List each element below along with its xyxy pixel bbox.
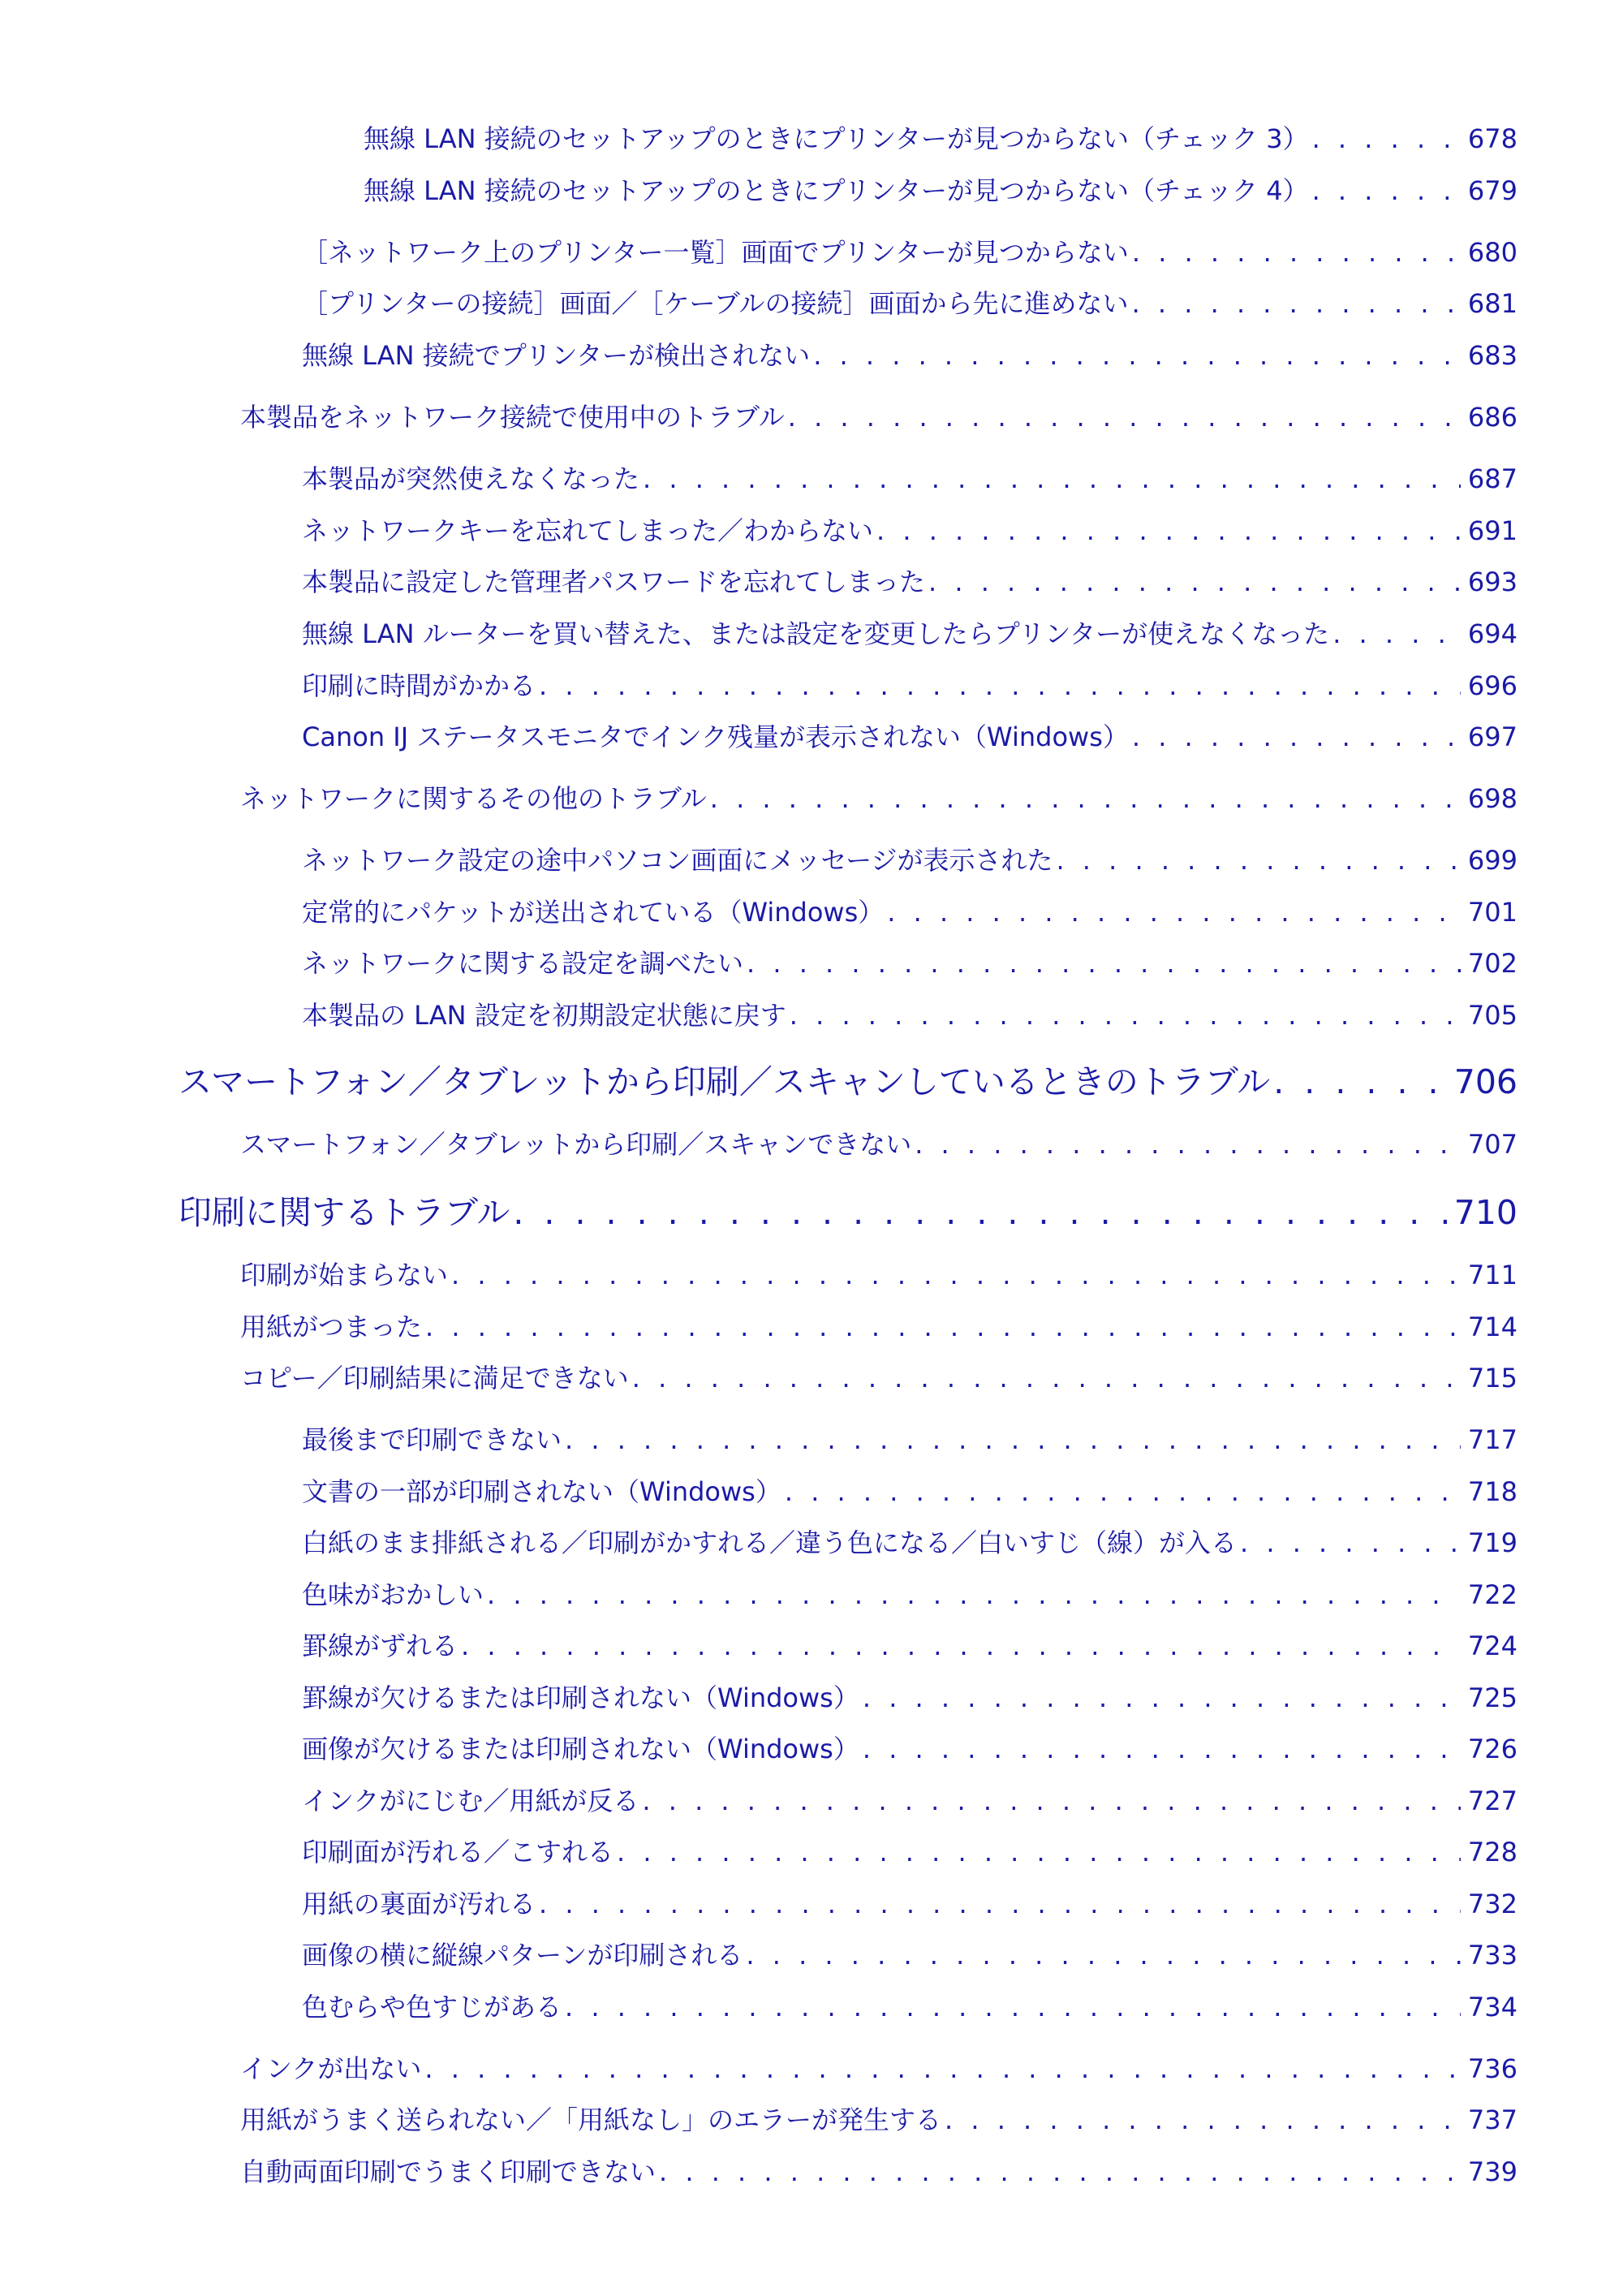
dot-leader xyxy=(1132,722,1461,752)
dot-leader xyxy=(785,1476,1461,1507)
dot-leader xyxy=(863,1734,1461,1764)
toc-entry[interactable] xyxy=(302,666,1518,703)
toc-page-number: 736 xyxy=(1467,2053,1518,2084)
toc-page-number: 686 xyxy=(1467,402,1518,433)
toc-entry-label: 印刷面が汚れる／こすれる xyxy=(302,1837,614,1867)
toc-entry-label: 画像の横に縦線パターンが印刷される xyxy=(302,1940,743,1971)
dot-leader xyxy=(788,402,1461,433)
dot-leader xyxy=(887,897,1461,928)
toc-entry-label: 白紙のまま排紙される／印刷がかすれる／違う色になる／白いすじ（線）が入る xyxy=(302,1527,1238,1558)
dot-leader xyxy=(565,1992,1461,2022)
dot-leader xyxy=(863,1682,1461,1713)
toc-entry-label: 文書の一部が印刷されない（Windows） xyxy=(302,1476,781,1507)
toc-entry-label: 画像が欠けるまたは印刷されない（Windows） xyxy=(302,1734,859,1764)
dot-leader xyxy=(1312,175,1461,206)
toc-entry-label: 最後まで印刷できない xyxy=(302,1424,562,1455)
toc-entry-label: ネットワークキーを忘れてしまった／わからない xyxy=(302,515,874,546)
toc-entry-label: 印刷に時間がかかる xyxy=(302,670,536,701)
toc-entry[interactable] xyxy=(240,2100,1518,2137)
toc-page-number: 724 xyxy=(1467,1630,1518,1661)
toc-entry[interactable] xyxy=(302,995,1518,1032)
toc-page-number: 679 xyxy=(1467,175,1518,206)
toc-page-number: 702 xyxy=(1467,948,1518,979)
toc-entry[interactable] xyxy=(240,2152,1518,2189)
toc-entry-label: 色むらや色すじがある xyxy=(302,1992,562,2022)
toc-page-number: 680 xyxy=(1467,237,1518,268)
toc-entry[interactable] xyxy=(302,1419,1518,1457)
toc-page-number: 727 xyxy=(1467,1786,1518,1816)
toc-entry[interactable] xyxy=(240,1124,1518,1161)
dot-leader xyxy=(928,566,1461,597)
toc-entry[interactable] xyxy=(364,170,1518,208)
dot-leader xyxy=(1240,1527,1461,1558)
toc-entry-label: インクがにじむ／用紙が反る xyxy=(302,1786,639,1816)
toc-entry-label: 無線 LAN ルーターを買い替えた、または設定を変更したらプリンターが使えなくなった xyxy=(302,618,1330,649)
toc-entry-label: インクが出ない xyxy=(240,2053,422,2084)
toc-entry-label: 無線 LAN 接続のセットアップのときにプリンターが見つからない（チェック 4） xyxy=(364,175,1309,206)
toc-page-number: 694 xyxy=(1467,618,1518,649)
toc-entry[interactable] xyxy=(302,510,1518,548)
dot-leader xyxy=(424,2053,1461,2084)
dot-leader xyxy=(1332,618,1461,649)
dot-leader xyxy=(513,1193,1447,1232)
toc-entry-label: 用紙がうまく送られない／「用紙なし」のエラーが発生する xyxy=(240,2104,942,2135)
toc-entry[interactable] xyxy=(302,1781,1518,1818)
toc-page-number: 699 xyxy=(1467,845,1518,876)
toc-page-number: 687 xyxy=(1467,463,1518,494)
toc-entry[interactable] xyxy=(240,1307,1518,1344)
toc-entry[interactable] xyxy=(364,118,1518,156)
toc-page-number: 719 xyxy=(1467,1527,1518,1558)
toc-entry[interactable] xyxy=(302,1626,1518,1663)
toc-page-number: 698 xyxy=(1467,783,1518,814)
toc-entry-label: ネットワークに関するその他のトラブル xyxy=(240,783,707,814)
toc-entry[interactable] xyxy=(302,1729,1518,1766)
toc-entry-label: 本製品に設定した管理者パスワードを忘れてしまった xyxy=(302,566,926,597)
toc-page-number: 739 xyxy=(1467,2156,1518,2187)
toc-page-number: 728 xyxy=(1467,1837,1518,1867)
toc-entry[interactable] xyxy=(240,1358,1518,1395)
toc-entry[interactable] xyxy=(302,1935,1518,1972)
dot-leader xyxy=(642,1786,1461,1816)
toc-entry[interactable] xyxy=(302,232,1518,269)
dot-leader xyxy=(747,948,1461,979)
toc-page-number: 734 xyxy=(1467,1992,1518,2022)
dot-leader xyxy=(915,1129,1461,1160)
toc-page-number: 710 xyxy=(1453,1193,1518,1232)
toc-page-number: 737 xyxy=(1467,2104,1518,2135)
toc-page-number: 696 xyxy=(1467,670,1518,701)
toc-page-number: 683 xyxy=(1467,340,1518,371)
toc-entry[interactable] xyxy=(302,840,1518,877)
toc-page-number: 681 xyxy=(1467,288,1518,319)
toc-entry-label: ［プリンターの接続］画面／［ケーブルの接続］画面から先に進めない xyxy=(302,288,1129,319)
dot-leader xyxy=(539,670,1461,701)
toc-page-number: 697 xyxy=(1467,722,1518,752)
dot-leader xyxy=(461,1630,1461,1661)
toc-entry[interactable] xyxy=(302,717,1518,754)
toc-entry-label: 罫線がずれる xyxy=(302,1630,458,1661)
toc-page-number: 678 xyxy=(1467,123,1518,154)
toc-page-number: 711 xyxy=(1467,1260,1518,1290)
toc-entry[interactable] xyxy=(302,1523,1518,1560)
toc-entry[interactable] xyxy=(302,1987,1518,2024)
toc-page-number: 733 xyxy=(1467,1940,1518,1971)
dot-leader xyxy=(617,1837,1461,1867)
toc-entry-label: 印刷が始まらない xyxy=(240,1260,449,1290)
toc-page-number: 706 xyxy=(1453,1062,1518,1101)
dot-leader xyxy=(1132,237,1461,268)
toc-entry[interactable] xyxy=(302,283,1518,321)
dot-leader xyxy=(876,515,1461,546)
toc-entry[interactable] xyxy=(179,1055,1518,1103)
toc-page-number: 717 xyxy=(1467,1424,1518,1455)
dot-leader xyxy=(565,1424,1461,1455)
toc-entry[interactable] xyxy=(240,397,1518,434)
dot-leader xyxy=(487,1579,1461,1610)
toc-entry[interactable] xyxy=(302,459,1518,496)
dot-leader xyxy=(790,1000,1461,1031)
toc-entry[interactable] xyxy=(302,943,1518,980)
toc-entry[interactable] xyxy=(302,562,1518,599)
toc-entry-label: ［ネットワーク上のプリンター一覧］画面でプリンターが見つからない xyxy=(302,237,1129,268)
toc-entry-label: コピー／印刷結果に満足できない xyxy=(240,1363,629,1394)
dot-leader xyxy=(451,1260,1461,1290)
toc-page-number: 725 xyxy=(1467,1682,1518,1713)
toc-entry-label: 自動両面印刷でうまく印刷できない xyxy=(240,2156,657,2187)
toc-entry-label: ネットワーク設定の途中パソコン画面にメッセージが表示された xyxy=(302,845,1053,876)
dot-leader xyxy=(425,1312,1461,1342)
toc-entry-label: 印刷に関するトラブル xyxy=(179,1193,510,1232)
toc-entry-label: Canon IJ ステータスモニタでインク残量が表示されない（Windows） xyxy=(302,722,1129,752)
toc-entry-label: ネットワークに関する設定を調べたい xyxy=(302,948,744,979)
toc-page-number: 705 xyxy=(1467,1000,1518,1031)
toc-entry-label: 定常的にパケットが送出されている（Windows） xyxy=(302,897,885,928)
toc-entry-label: 無線 LAN 接続のセットアップのときにプリンターが見つからない（チェック 3） xyxy=(364,123,1309,154)
toc-page-number: 715 xyxy=(1467,1363,1518,1394)
toc-page-number: 732 xyxy=(1467,1889,1518,1919)
dot-leader xyxy=(1132,288,1461,319)
dot-leader xyxy=(1312,123,1461,154)
toc-page-number: 718 xyxy=(1467,1476,1518,1507)
toc-entry[interactable] xyxy=(302,1574,1518,1612)
toc-entry-label: 本製品をネットワーク接続で使用中のトラブル xyxy=(240,402,785,433)
toc-entry-label: 罫線が欠けるまたは印刷されない（Windows） xyxy=(302,1682,859,1713)
dot-leader xyxy=(813,340,1461,371)
toc-entry[interactable] xyxy=(240,2048,1518,2086)
toc-entry[interactable] xyxy=(302,1884,1518,1921)
toc-entry[interactable] xyxy=(179,1186,1518,1234)
dot-leader xyxy=(710,783,1461,814)
toc-entry-label: スマートフォン／タブレットから印刷／スキャンしているときのトラブル xyxy=(179,1062,1271,1101)
toc-entry[interactable] xyxy=(302,892,1518,929)
toc-entry[interactable] xyxy=(302,1678,1518,1715)
toc-entry-label: 本製品の LAN 設定を初期設定状態に戻す xyxy=(302,1000,786,1031)
dot-leader xyxy=(539,1889,1461,1919)
toc-entry-label: スマートフォン／タブレットから印刷／スキャンできない xyxy=(240,1129,912,1160)
toc-page-number: 693 xyxy=(1467,566,1518,597)
dot-leader xyxy=(1273,1062,1448,1101)
toc-entry-label: 無線 LAN 接続でプリンターが検出されない xyxy=(302,340,811,371)
toc-page-number: 701 xyxy=(1467,897,1518,928)
toc-page-number: 722 xyxy=(1467,1579,1518,1610)
dot-leader xyxy=(945,2104,1461,2135)
toc-entry-label: 色味がおかしい xyxy=(302,1579,484,1610)
dot-leader xyxy=(643,463,1461,494)
toc-entry-label: 用紙の裏面が汚れる xyxy=(302,1889,536,1919)
toc-entry[interactable] xyxy=(302,614,1518,651)
toc-page-number: 691 xyxy=(1467,515,1518,546)
toc-entry-label: 本製品が突然使えなくなった xyxy=(302,463,640,494)
dot-leader xyxy=(1056,845,1461,876)
toc-page-number: 707 xyxy=(1467,1129,1518,1160)
toc-entry-label: 用紙がつまった xyxy=(240,1312,423,1342)
toc-page-number: 726 xyxy=(1467,1734,1518,1764)
toc-entry[interactable] xyxy=(240,778,1518,816)
toc-page-number: 714 xyxy=(1467,1312,1518,1342)
dot-leader xyxy=(632,1363,1461,1394)
toc-entry[interactable] xyxy=(302,1471,1518,1509)
toc-entry[interactable] xyxy=(240,1255,1518,1292)
dot-leader xyxy=(659,2156,1461,2187)
dot-leader xyxy=(746,1940,1461,1971)
toc-entry[interactable] xyxy=(302,335,1518,373)
toc-entry[interactable] xyxy=(302,1832,1518,1869)
